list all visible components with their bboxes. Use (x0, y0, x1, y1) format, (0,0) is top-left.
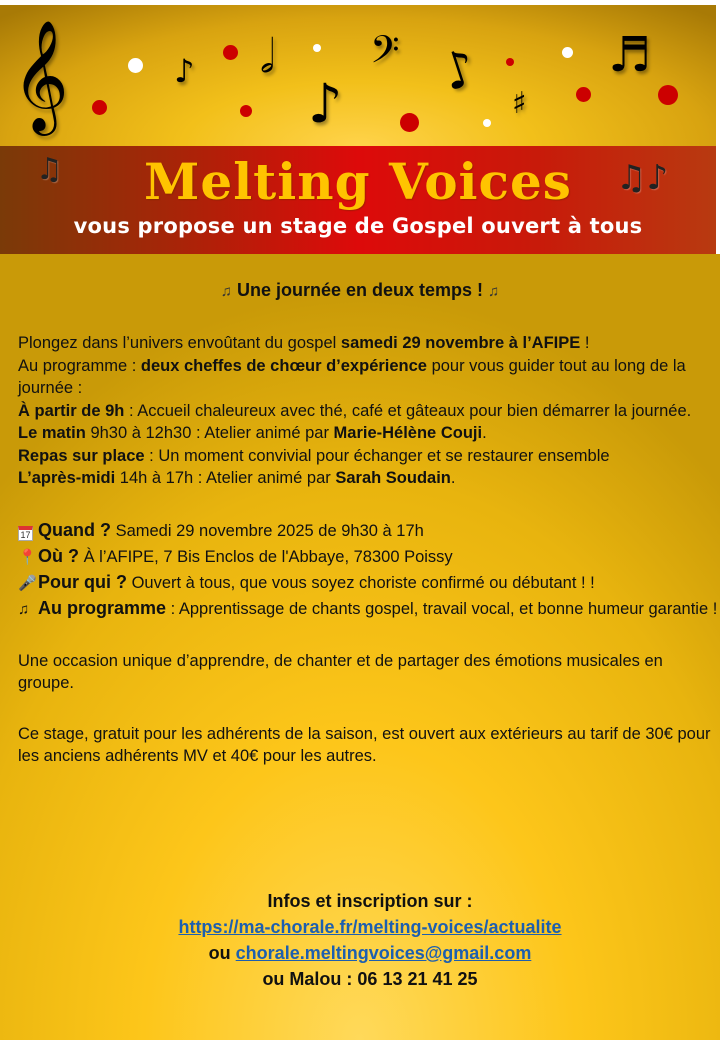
leader-name: Marie-Hélène Couji (333, 424, 483, 442)
half-note-icon: 𝅗𝅥 (260, 29, 275, 83)
event-date-place: samedi 29 novembre à l’AFIPE (340, 334, 581, 352)
detail-when (18, 518, 718, 544)
schedule-text: 14h à 17h : Atelier animé par (115, 469, 336, 487)
detail-program (18, 596, 718, 622)
schedule-text: 9h30 à 12h30 : Atelier animé par (85, 424, 334, 442)
leaders-highlight: deux cheffes de chœur d’expérience (140, 356, 427, 375)
detail-where (18, 544, 718, 570)
intro-text: pour vous guider tout au long de la journée : (18, 356, 686, 397)
email-line (0, 940, 720, 966)
decorative-dot (483, 119, 491, 127)
music-notes-icon: ♫ (488, 283, 500, 300)
phone-line: ou Malou : 06 13 21 41 25 (262, 969, 478, 989)
detail-text: À l’AFIPE, 7 Bis Enclos de l'Abbaye, 78300 Poissy (79, 547, 453, 566)
detail-label: Pour qui ? (38, 571, 127, 592)
detail-who (18, 570, 718, 596)
schedule-text: : Accueil chaleureux avec thé, café et gâteaux pour bien démarrer la journée. (124, 401, 692, 420)
music-note-icon: ♫ (18, 600, 30, 618)
intro-text: Plongez dans l’univers envoûtant du gospel (18, 334, 341, 352)
headline (0, 276, 720, 306)
schedule-item (18, 422, 718, 445)
leader-name: Sarah Soudain (335, 469, 451, 487)
music-notes-icon: ♫ (220, 283, 232, 300)
website-link[interactable]: https://ma-chorale.fr/melting-voices/actualite (178, 917, 562, 937)
detail-label: Où ? (38, 545, 79, 566)
intro-line (18, 332, 718, 355)
decorative-dot (562, 47, 573, 58)
sixteenth-note-icon: ♬ (608, 27, 652, 83)
schedule-text: . (482, 424, 487, 442)
decorative-dot (223, 45, 238, 60)
eighth-note-icon: ♪ (434, 37, 484, 103)
page-subtitle: vous propose un stage de Gospel ouvert à tous (73, 214, 643, 238)
eighth-note-icon: ♪ (174, 52, 195, 90)
location-pin-icon: 📍 (18, 548, 37, 566)
detail-text: Ouvert à tous, que vous soyez choriste confirmé ou débutant ! ! (127, 573, 595, 592)
contact-block (0, 888, 720, 992)
decorative-dot (658, 85, 678, 105)
beamed-notes-icon: ♫ (36, 152, 63, 187)
schedule-label: L’après-midi (18, 469, 116, 487)
decorative-dot (400, 113, 419, 132)
treble-clef-icon: 𝄞 (12, 19, 69, 131)
schedule-item (18, 445, 718, 468)
decorative-dot (128, 58, 143, 73)
eighth-note-icon: ♪ (308, 72, 343, 135)
title-band (0, 146, 716, 254)
decorative-dot (313, 44, 321, 52)
schedule-item (18, 400, 718, 423)
detail-label: Au programme (38, 597, 167, 618)
email-link[interactable]: chorale.meltingvoices@gmail.com (235, 943, 532, 963)
schedule-label: À partir de 9h (18, 401, 125, 420)
decorative-dot (506, 58, 514, 66)
decorative-dot (92, 100, 107, 115)
intro-paragraph (18, 332, 718, 490)
page-title: Melting Voices (144, 152, 572, 211)
music-notes-banner (0, 5, 716, 146)
schedule-label: Repas sur place (18, 446, 145, 465)
intro-text: ! (580, 334, 590, 352)
schedule-label: Le matin (18, 424, 86, 442)
detail-label: Quand ? (38, 519, 111, 540)
calendar-icon (18, 520, 38, 544)
intro-text: Au programme : (18, 356, 141, 375)
headline-text: Une journée en deux temps ! (236, 280, 484, 300)
calendar-icon-glyph: 17 (18, 526, 33, 541)
decorative-dot (240, 105, 252, 117)
schedule-item (18, 467, 718, 490)
microphone-icon: 🎤 (18, 574, 37, 592)
schedule-text: : Un moment convivial pour échanger et se restaurer ensemble (144, 446, 610, 465)
details-list (18, 518, 718, 622)
detail-text: : Apprentissage de chants gospel, travail vocal, et bonne humeur garantie ! (166, 599, 718, 618)
pricing-paragraph: Ce stage, gratuit pour les adhérents de la saison, est ouvert aux extérieurs au tarif de 30€ pour les anciens adhérents MV et 40€ pour les autres. (18, 724, 711, 765)
contact-heading: Infos et inscription sur : (267, 891, 473, 911)
detail-text: Samedi 29 novembre 2025 de 9h30 à 17h (111, 521, 424, 540)
occasion-paragraph: Une occasion unique d’apprendre, de chanter et de partager des émotions musicales en groupe. (18, 651, 663, 692)
sharp-icon: ♯ (512, 86, 527, 121)
bass-clef-icon: 𝄢 (370, 27, 400, 81)
schedule-text: . (450, 469, 456, 487)
beamed-notes-icon: ♫♪ (616, 158, 669, 198)
decorative-dot (576, 87, 591, 102)
flyer-content (18, 276, 718, 790)
intro-line (18, 355, 718, 400)
or-label: ou (208, 943, 236, 963)
